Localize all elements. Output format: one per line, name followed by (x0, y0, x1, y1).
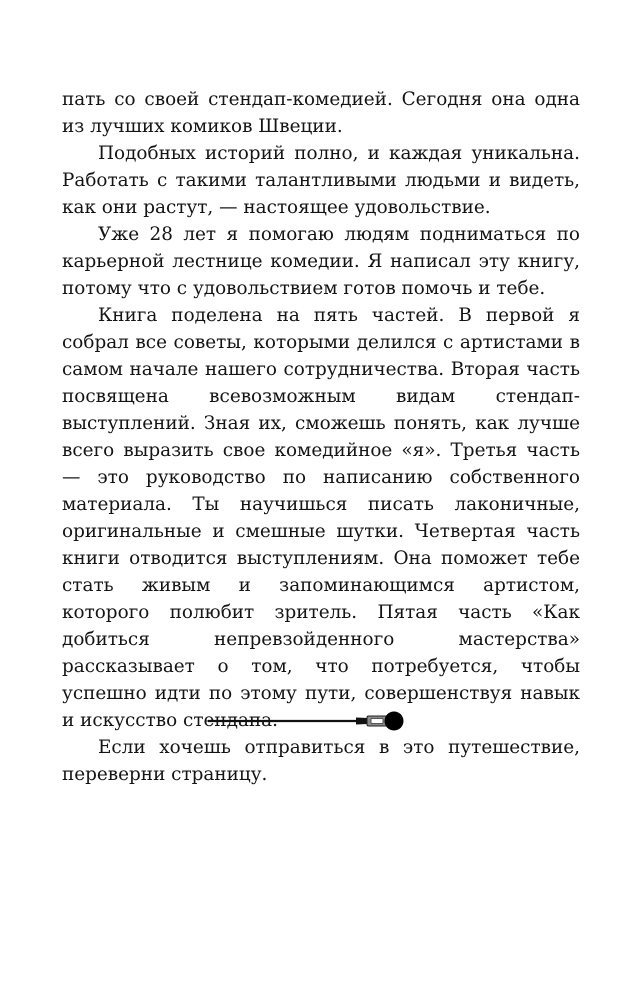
page-body (62, 86, 580, 788)
paragraph-book-structure: Книга поделена на пять частей. В первой я собрал все советы, которыми делился с артистами в самом начале нашего сотрудничества. Вторая часть посвящена всевозможным видам стендап-выступлений. Зная их, сможешь понять, как лучше всего выразить свое комедийное «я». Третья часть — это руководство по написанию собственного материала. Ты научишься писать лаконичные, оригинальные и смешные шутки. Четвертая часть книги отводится выступлениям. Она поможет тебе стать живым и запоминающимся артистом, которого полюбит зритель. Пятая часть «Как добиться непревзойденного мастерства» рассказывает о том, что потребуется, чтобы успешно идти по этому пути, совершенствуя навык и искусство стендапа. (62, 305, 580, 731)
paragraph-continuation: пать со своей стендап-комедией. Сегодня она одна из лучших комиков Швеции. (62, 89, 580, 137)
microphone-icon (208, 708, 404, 734)
paragraph-stories: Подобных историй полно, и каждая уникальна. Работать с такими талантливыми людьми и видеть, как они растут, — настоящее удовольствие. (62, 143, 580, 218)
paragraph-career: Уже 28 лет я помогаю людям подниматься по карьерной лестнице комедии. Я написал эту книгу, потому что с удовольствием готов помочь и тебе. (62, 224, 580, 299)
paragraph-turn-page: Если хочешь отправиться в это путешествие, переверни страницу. (62, 737, 580, 785)
